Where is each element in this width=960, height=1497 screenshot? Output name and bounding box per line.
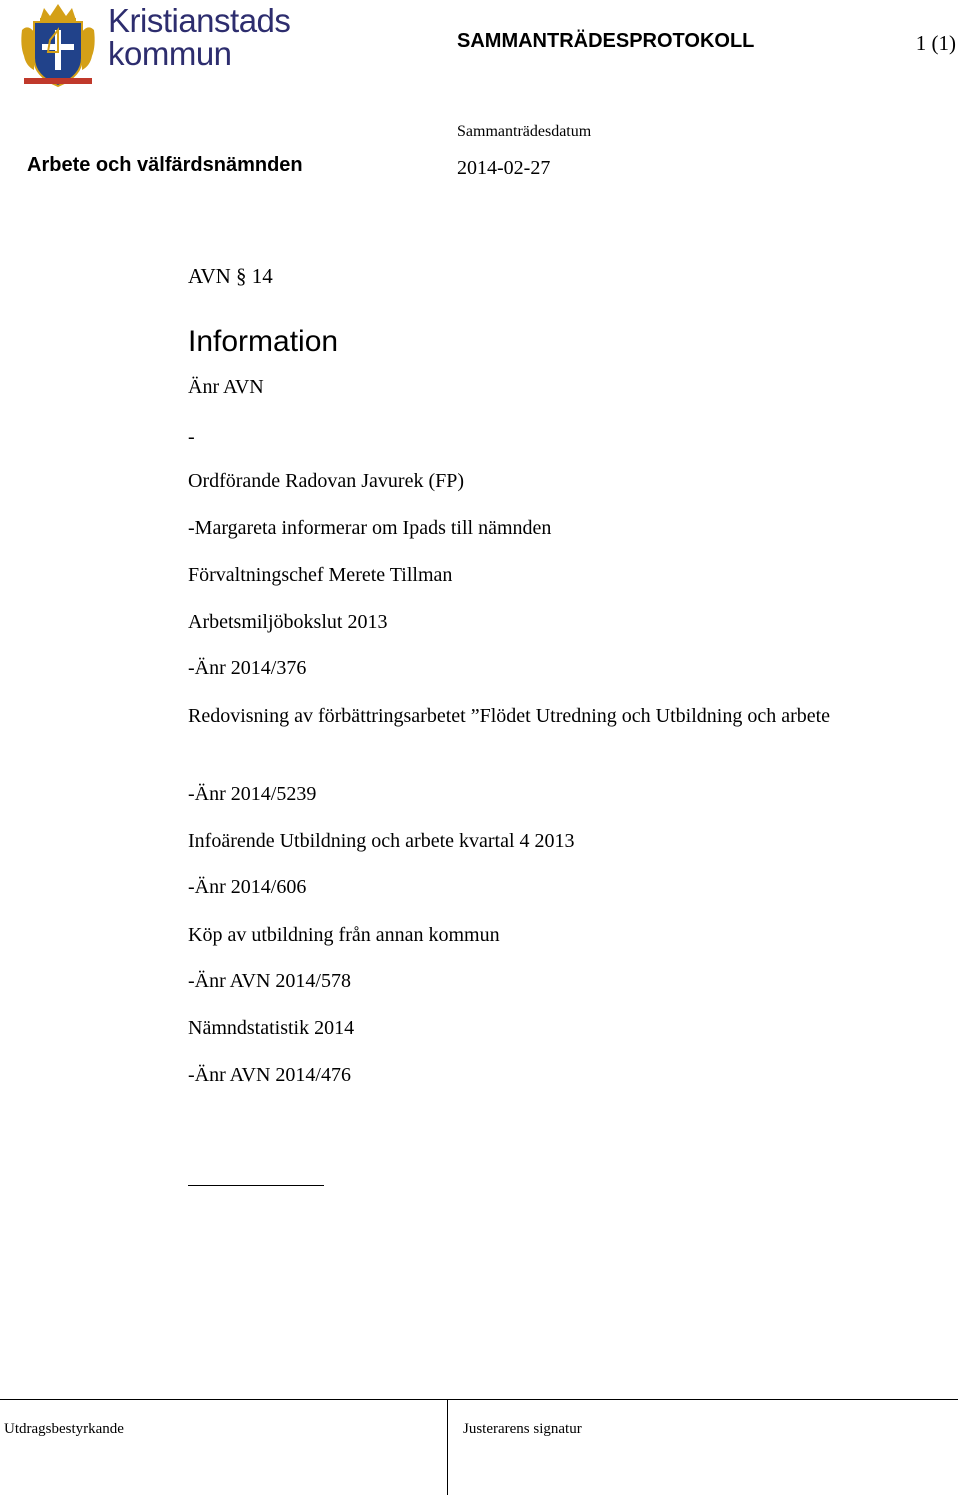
footer-divider <box>447 1399 448 1495</box>
paragraph-case-number: -Änr AVN 2014/578 <box>188 970 351 992</box>
page-number: 1 (1) <box>915 31 956 55</box>
logo-wordmark <box>108 4 290 70</box>
paragraph-case-number: -Änr AVN 2014/476 <box>188 1064 351 1086</box>
paragraph-dash: - <box>188 426 195 448</box>
paragraph-chair: Ordförande Radovan Javurek (FP) <box>188 470 465 492</box>
coat-of-arms-icon <box>20 0 96 88</box>
paragraph-info-matter: Infoärende Utbildning och arbete kvartal 4 2013 <box>188 830 575 852</box>
organization-unit: Arbete och välfärdsnämnden <box>27 154 303 176</box>
logo-line-1: Kristianstads <box>108 2 291 39</box>
document-title: SAMMANTRÄDESPROTOKOLL <box>457 30 755 52</box>
paragraph-statistics: Nämndstatistik 2014 <box>188 1017 355 1039</box>
end-of-section-rule <box>188 1185 324 1186</box>
footer-rule <box>0 1399 958 1400</box>
paragraph-administrative-chief: Förvaltningschef Merete Tillman <box>188 564 453 586</box>
municipality-logo <box>20 0 300 90</box>
section-heading: Information <box>188 325 339 358</box>
paragraph-case-number: -Änr 2014/5239 <box>188 783 317 805</box>
paragraph-work-environment: Arbetsmiljöbokslut 2013 <box>188 611 388 633</box>
paragraph-case-number: -Änr 2014/606 <box>188 876 307 898</box>
paragraph-improvement-report: Redovisning av förbättringsarbetet ”Flödet Utredning och Utbildning och arbete <box>188 705 831 727</box>
extract-certification-label: Utdragsbestyrkande <box>4 1421 124 1437</box>
meeting-date: 2014-02-27 <box>457 157 551 179</box>
meeting-date-label: Sammanträdesdatum <box>457 123 592 140</box>
adjuster-signature-label: Justerarens signatur <box>463 1421 582 1437</box>
paragraph-education-purchase: Köp av utbildning från annan kommun <box>188 924 500 946</box>
logo-line-2: kommun <box>108 35 232 72</box>
reference-number: Änr AVN <box>188 376 264 398</box>
section-number: AVN § 14 <box>188 264 273 288</box>
paragraph-ipads: -Margareta informerar om Ipads till nämnden <box>188 517 552 539</box>
paragraph-case-number: -Änr 2014/376 <box>188 657 307 679</box>
